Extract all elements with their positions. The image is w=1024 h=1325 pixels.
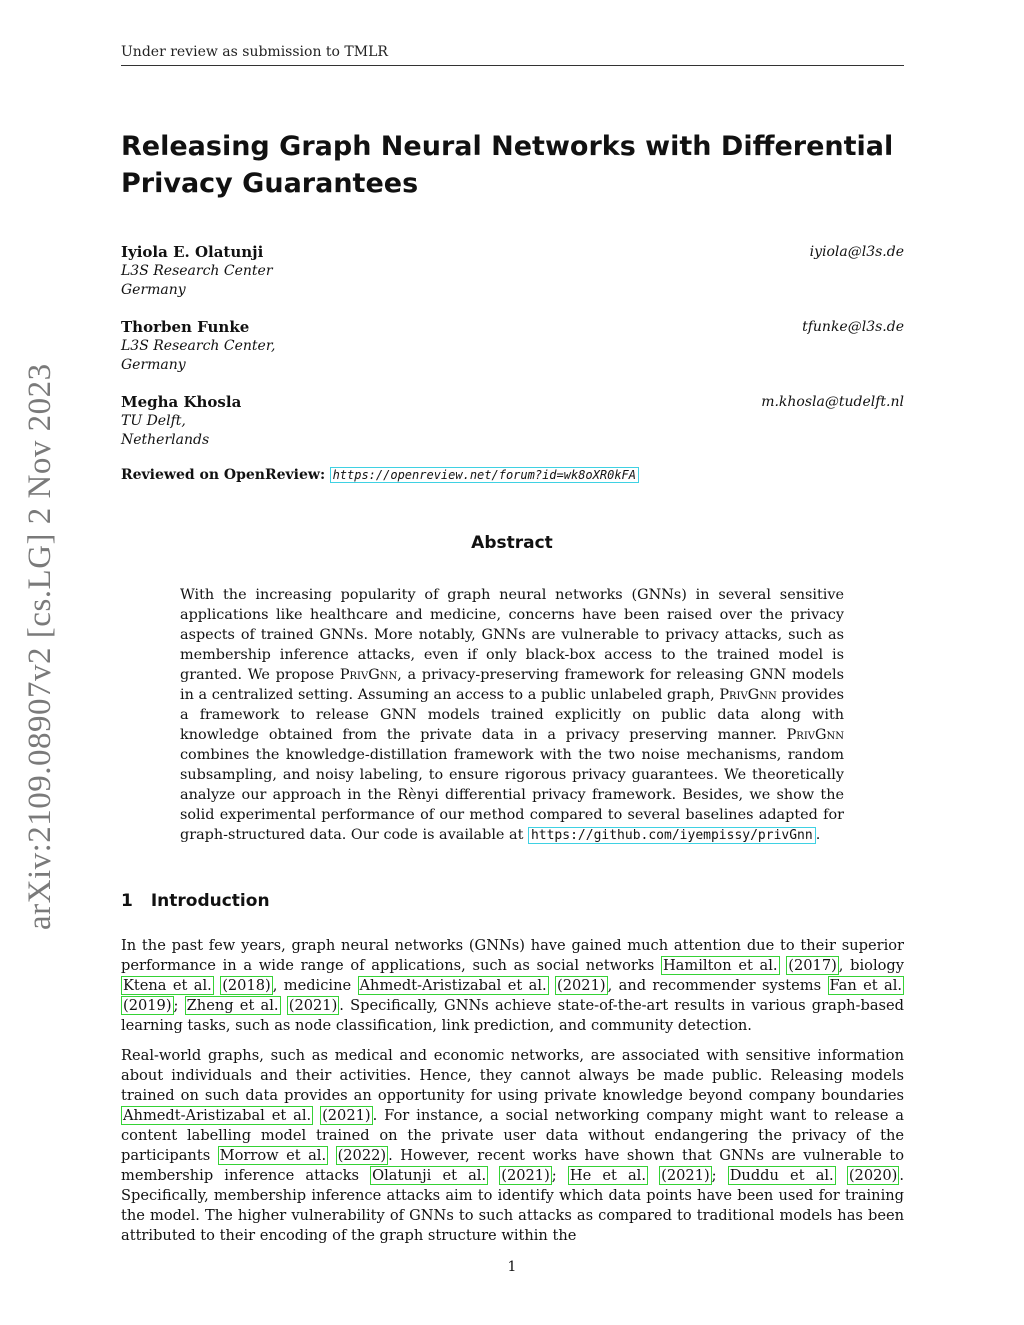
citation-year-link[interactable]: (2017) [788, 957, 837, 974]
running-header: Under review as submission to TMLR [121, 44, 388, 60]
intro-paragraph-1: In the past few years, graph neural networks (GNNs) have gained much attention due to their superior performance in a wide range of applications, such as social networks Hamilton et al. (2017) , biology Ktena et al. (2018) , medicine Ahmedt-Aristizabal et al. (2021) , and recommender systems Fan et al. (2019) ; Zheng et al. (2021) . Specifically, GNNs achieve state-of-the-art results in various graph-based learning tasks, such as node classification, link prediction, and community detection. [121, 937, 904, 1034]
citation-link[interactable]: Ktena et al. [123, 977, 212, 994]
code-link[interactable]: https://github.com/iyempissy/privGnn [528, 827, 816, 844]
citation-link[interactable]: Olatunji et al. [372, 1167, 487, 1184]
author-email[interactable]: m.khosla@tudelft.nl [761, 394, 904, 410]
openreview-link[interactable]: https://openreview.net/forum?id=wk8oXR0kFA [330, 467, 639, 483]
citation-link[interactable]: Ahmedt-Aristizabal et al. [359, 977, 547, 994]
author-email[interactable]: iyiola@l3s.de [809, 244, 904, 260]
author-country: Germany [121, 282, 186, 298]
paper-title: Releasing Graph Neural Networks with Differential Privacy Guarantees [121, 131, 894, 199]
author-affiliation: L3S Research Center [121, 263, 273, 279]
citation-link[interactable]: Ahmedt-Aristizabal et al. [123, 1107, 312, 1124]
abstract-heading: Abstract [471, 533, 553, 553]
author-block-3 [121, 393, 904, 450]
author-name: Iyiola E. Olatunji [121, 243, 264, 261]
citation-year-link[interactable]: (2018) [222, 977, 271, 994]
method-name: PrivGnn [719, 687, 777, 703]
citation-year-link[interactable]: (2020) [848, 1167, 898, 1184]
intro-paragraph-2: Real-world graphs, such as medical and economic networks, are associated with sensitive information about individuals and their activities. Hence, they cannot always be made public. Releasing models trained on such data provides an opportunity for using private knowledge beyond company boundaries Ahmedt-Aristizabal et al. (2021) . For instance, a social networking company might want to release a content labelling model trained on the private user data without endangering the privacy of the participants Morrow et al. (2022) . However, recent works have shown that GNNs are vulnerable to membership inference attacks Olatunji et al. (2021) ; He et al. (2021) ; Duddu et al. (2020) . Specifically, membership inference attacks aim to identify which data points have been used for training the model. The higher vulnerability of GNNs to such attacks as compared to traditional models has been attributed to their encoding of the graph structure within the [121, 1047, 905, 1244]
author-name: Megha Khosla [121, 393, 242, 411]
arxiv-sidebar-stamp: arXiv:2109.08907v2 [cs.LG] 2 Nov 2023 [22, 363, 58, 930]
citation-link[interactable]: Hamilton et al. [662, 957, 778, 974]
header-rule [121, 65, 904, 66]
author-name: Thorben Funke [121, 318, 250, 336]
page-number: 1 [507, 1259, 517, 1275]
author-email[interactable]: tfunke@l3s.de [802, 319, 904, 335]
citation-link[interactable]: Fan et al. [829, 977, 903, 994]
citation-year-link[interactable]: (2019) [123, 997, 172, 1014]
openreview-line [121, 467, 639, 483]
citation-year-link[interactable]: (2021) [661, 1167, 710, 1184]
citation-year-link[interactable]: (2021) [288, 997, 338, 1014]
citation-link[interactable]: Morrow et al. [219, 1147, 327, 1164]
citation-year-link[interactable]: (2021) [322, 1107, 371, 1124]
author-country: Netherlands [121, 432, 210, 448]
section-title: Introduction [150, 891, 270, 911]
citation-year-link[interactable]: (2022) [337, 1147, 387, 1164]
author-affiliation: TU Delft, [121, 413, 186, 429]
method-name: PrivGnn [786, 727, 845, 743]
section-heading-introduction [121, 891, 270, 911]
author-country: Germany [121, 357, 186, 373]
openreview-label: Reviewed on OpenReview: [121, 467, 326, 483]
citation-year-link[interactable]: (2021) [557, 977, 606, 994]
author-block-1 [121, 243, 904, 300]
citation-link[interactable]: Zheng et al. [186, 997, 279, 1014]
author-affiliation: L3S Research Center, [121, 338, 276, 354]
citation-link[interactable]: Duddu et al. [729, 1167, 834, 1184]
citation-year-link[interactable]: (2021) [501, 1167, 550, 1184]
abstract-text: With the increasing popularity of graph neural networks (GNNs) in several sensitive applications like healthcare and medicine, concerns have been raised over the privacy aspects of trained GNNs. More notably, GNNs are vulnerable to privacy attacks, such as membership inference attacks, even if only black-box access to the trained model is granted. We propose PrivGnn, a privacy-preserving framework for releasing GNN models in a centralized setting. Assuming an access to a public unlabeled graph, PrivGnn provides a framework to release GNN models trained explicitly on public data along with knowledge obtained from the private data in a privacy preserving manner. PrivGnn combines the knowledge-distillation framework with the two noise mechanisms, random subsampling, and noisy labeling, to ensure rigorous privacy guarantees. We theoretically analyze our approach in the Rènyi differential privacy framework. Besides, we show the solid experimental performance of our method compared to several baselines adapted for graph-structured data. Our code is available at https://github.com/iyempissy/privGnn . [180, 587, 845, 843]
citation-link[interactable]: He et al. [569, 1167, 646, 1184]
author-block-2 [121, 318, 904, 375]
method-name: PrivGnn [339, 667, 398, 683]
section-number: 1 [121, 891, 133, 911]
